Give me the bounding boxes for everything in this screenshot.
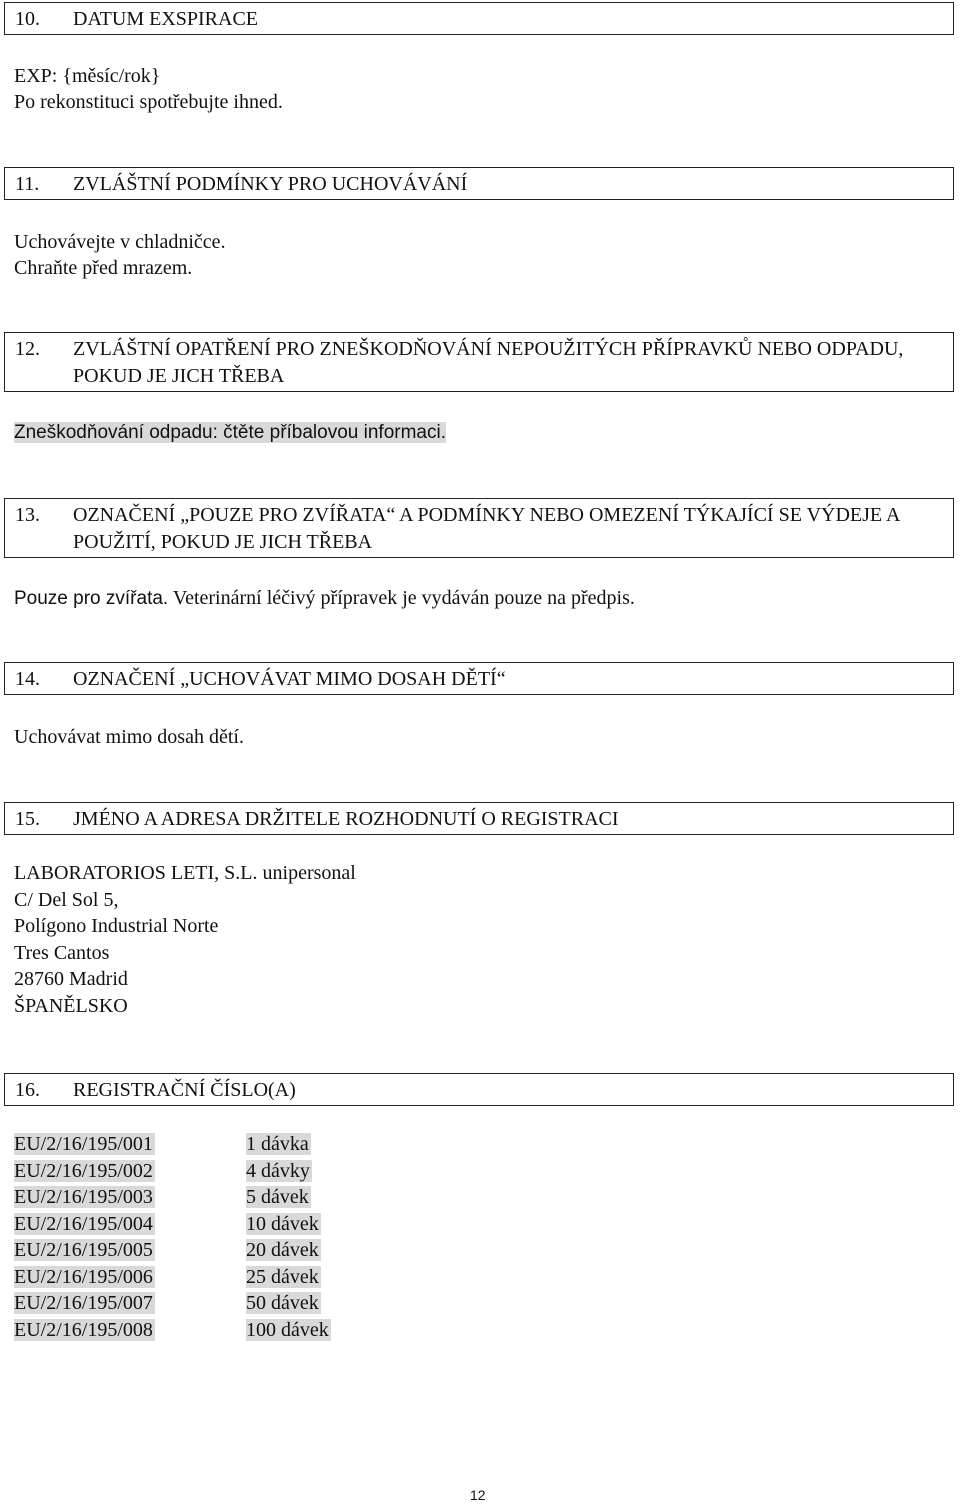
section-number: 12. xyxy=(15,338,40,360)
section-15-heading xyxy=(4,802,954,835)
section-number: 13. xyxy=(15,504,40,526)
disposal-highlight: Zneškodňování odpadu: čtěte příbalovou informaci. xyxy=(14,422,446,443)
section-12-heading xyxy=(4,332,954,392)
pack-size: 50 dávek xyxy=(246,1292,319,1314)
section-title: DATUM EXSPIRACE xyxy=(73,8,259,30)
prescription-only: Veterinární léčivý přípravek je vydáván pouze na předpis. xyxy=(172,587,635,609)
registration-code: EU/2/16/195/001 xyxy=(14,1133,153,1155)
registration-code: EU/2/16/195/008 xyxy=(14,1318,153,1341)
registration-code: EU/2/16/195/004 xyxy=(14,1212,153,1235)
pack-size: 1 dávka xyxy=(246,1133,309,1155)
section-14-heading xyxy=(4,662,954,695)
holder-area: Polígono Industrial Norte xyxy=(14,915,219,937)
registration-code: EU/2/16/195/007 xyxy=(14,1292,153,1314)
section-13-heading xyxy=(4,498,954,558)
section-title: OZNAČENÍ „POUZE PRO ZVÍŘATA“ A PODMÍNKY NEBO OMEZENÍ TÝKAJÍCÍ SE VÝDEJE A POUŽITÍ, POKUD JE JICH TŘEBA xyxy=(73,504,900,553)
veterinary-use-text xyxy=(14,585,635,613)
registration-code: EU/2/16/195/005 xyxy=(14,1239,153,1261)
page-number: 12 xyxy=(470,1487,486,1503)
section-number: 15. xyxy=(15,808,40,830)
table-row xyxy=(14,1184,331,1211)
section-number: 11. xyxy=(15,173,40,195)
section-10-heading xyxy=(4,2,954,35)
table-row xyxy=(14,1158,331,1185)
registration-table xyxy=(14,1131,331,1343)
holder-name: LABORATORIOS LETI, S.L. unipersonal xyxy=(14,862,356,884)
section-16-heading xyxy=(4,1073,954,1106)
table-row xyxy=(14,1237,331,1264)
keep-out-of-reach: Uchovávat mimo dosah dětí. xyxy=(14,726,244,748)
section-title: JMÉNO A ADRESA DRŽITELE ROZHODNUTÍ O REGISTRACI xyxy=(73,808,619,830)
storage-frost: Chraňte před mrazem. xyxy=(14,257,193,279)
pack-size: 25 dávek xyxy=(246,1265,319,1288)
pack-size: 10 dávek xyxy=(246,1212,319,1235)
section-11-heading xyxy=(4,167,954,200)
section-number: 16. xyxy=(15,1079,40,1101)
table-row xyxy=(14,1290,331,1317)
pack-size: 4 dávky xyxy=(246,1159,310,1182)
section-title: OZNAČENÍ „UCHOVÁVAT MIMO DOSAH DĚTÍ“ xyxy=(73,668,506,690)
section-number: 10. xyxy=(15,8,40,30)
section-number: 14. xyxy=(15,668,40,690)
section-title: REGISTRAČNÍ ČÍSLO(A) xyxy=(73,1079,296,1101)
registration-code: EU/2/16/195/006 xyxy=(14,1265,153,1288)
table-row xyxy=(14,1131,331,1158)
expiry-format: EXP: {měsíc/rok} xyxy=(14,65,161,87)
table-row xyxy=(14,1317,331,1344)
disposal-text xyxy=(14,420,446,447)
table-row xyxy=(14,1264,331,1291)
registration-code: EU/2/16/195/002 xyxy=(14,1159,153,1182)
pack-size: 20 dávek xyxy=(246,1239,319,1261)
section-title: ZVLÁŠTNÍ PODMÍNKY PRO UCHOVÁVÁNÍ xyxy=(73,173,468,195)
section-title: ZVLÁŠTNÍ OPATŘENÍ PRO ZNEŠKODŇOVÁNÍ NEPOUŽITÝCH PŘÍPRAVKŮ NEBO ODPADU, POKUD JE JICH TŘEBA xyxy=(73,338,904,387)
holder-country: ŠPANĚLSKO xyxy=(14,995,128,1017)
expiry-after-reconstitution: Po rekonstituci spotřebujte ihned. xyxy=(14,91,283,113)
storage-refrigerator: Uchovávejte v chladničce. xyxy=(14,231,226,253)
pack-size: 100 dávek xyxy=(246,1318,329,1341)
animals-only: Pouze pro zvířata. xyxy=(14,588,169,609)
pack-size: 5 dávek xyxy=(246,1186,309,1208)
holder-street: C/ Del Sol 5, xyxy=(14,889,119,911)
holder-city: Tres Cantos xyxy=(14,942,110,964)
registration-code: EU/2/16/195/003 xyxy=(14,1186,153,1208)
table-row xyxy=(14,1211,331,1238)
holder-postcode: 28760 Madrid xyxy=(14,968,128,990)
